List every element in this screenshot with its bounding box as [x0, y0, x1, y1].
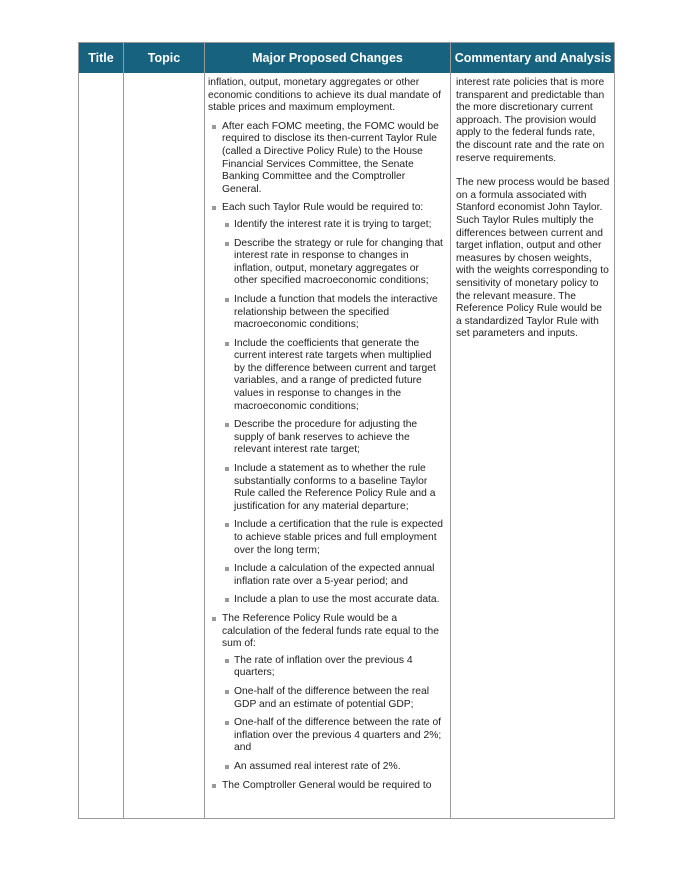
major-proposed-changes-cell	[208, 77, 444, 798]
column-divider	[450, 43, 451, 818]
reference-policy-rule-list	[222, 655, 444, 774]
square-bullet-icon	[225, 523, 229, 527]
commentary-paragraph: interest rate policies that is more transparent and predictable than the more discretionary current approach. The provision would apply to the federal funds rate, the discount rate and the rate on reserve requirements.	[456, 77, 605, 164]
sub-bullet: Describe the strategy or rule for changing that interest rate in response to changes in inflation, output, monetary aggregates or other specified macroeconomic conditions;	[222, 238, 444, 288]
table-header	[79, 43, 614, 73]
header-commentary-and-analysis: Commentary and Analysis	[454, 51, 612, 65]
square-bullet-icon	[212, 206, 216, 210]
sub-bullet: One-half of the difference between the rate of inflation over the previous 4 quarters and 2%; and	[222, 717, 444, 755]
square-bullet-icon	[225, 423, 229, 427]
changes-intro: inflation, output, monetary aggregates or other economic conditions to achieve its dual mandate of stable prices and maximum employment.	[208, 77, 441, 114]
square-bullet-icon	[225, 598, 229, 602]
changes-bullet: After each FOMC meeting, the FOMC would be required to disclose its then-current Taylor Rule (called a Directive Policy Rule) to the House Financial Services Committee, the Senate Banking Committee and the Comptroller General.	[208, 121, 444, 197]
square-bullet-icon	[225, 690, 229, 694]
changes-bullet: The Comptroller General would be required to	[208, 780, 444, 793]
sub-bullet: Identify the interest rate it is trying to target;	[222, 219, 444, 232]
square-bullet-icon	[225, 223, 229, 227]
square-bullet-icon	[225, 467, 229, 471]
square-bullet-icon	[212, 125, 216, 129]
square-bullet-icon	[212, 617, 216, 621]
square-bullet-icon	[225, 298, 229, 302]
sub-bullet: Include a plan to use the most accurate data.	[222, 594, 444, 607]
square-bullet-icon	[225, 242, 229, 246]
header-title: Title	[88, 51, 114, 65]
header-topic: Topic	[147, 51, 181, 65]
sub-bullet: Include a calculation of the expected annual inflation rate over a 5-year period; and	[222, 563, 444, 588]
header-major-proposed-changes: Major Proposed Changes	[252, 51, 403, 65]
square-bullet-icon	[225, 342, 229, 346]
sub-bullet: Include the coefficients that generate the current interest rate targets when multiplied by the difference between current and target variables, and a range of predicted future values in response to changes in the macroeconomic conditions;	[222, 338, 444, 414]
commentary-cell	[456, 77, 610, 353]
column-divider	[204, 43, 205, 818]
sub-bullet: Include a certification that the rule is expected to achieve stable prices and full employment over the long term;	[222, 519, 444, 557]
sub-bullet: An assumed real interest rate of 2%.	[222, 761, 444, 774]
taylor-rule-requirements-list	[222, 219, 444, 607]
square-bullet-icon	[225, 721, 229, 725]
square-bullet-icon	[212, 784, 216, 788]
changes-bullet: The Reference Policy Rule would be a calculation of the federal funds rate equal to the sum of: The rate of inflation over the previous 4 quarters; One-half of the difference between the real GDP and an estimate of potential GDP; One-half of the difference between the rate of inflation over the previous 4 quarters and 2%; and An assumed real interest rate of 2%.	[208, 613, 444, 774]
column-divider	[123, 43, 124, 818]
square-bullet-icon	[225, 567, 229, 571]
sub-bullet: The rate of inflation over the previous 4 quarters;	[222, 655, 444, 680]
sub-bullet: One-half of the difference between the real GDP and an estimate of potential GDP;	[222, 686, 444, 711]
changes-bullet: Each such Taylor Rule would be required to: Identify the interest rate it is trying to target; Describe the strategy or rule for changing that interest rate in response to changes in inflation, output, monetary aggregates or other specified macroeconomic conditions; Include a function that models the interactive relationship between the specified macroeconomic conditions; Include the coefficients that generate the current interest rate targets when multiplied by the difference between current and target variables, and a range of predicted future values in response to changes in the macroeconomic conditions; Describe the procedure for adjusting the supply of bank reserves to achieve the relevant interest rate target; Include a statement as to whether the rule substantially conforms to a baseline Taylor Rule called the Reference Policy Rule and a justification for any material departure; Include a certification that the rule is expected to achieve stable prices and full employment over the long term; Include a calculation of the expected annual inflation rate over a 5-year period; and Include a plan to use the most accurate data.	[208, 202, 444, 607]
policy-table	[78, 42, 615, 819]
commentary-paragraph: The new process would be based on a formula associated with Stanford economist John Taylor. Such Taylor Rules multiply the differences between current and target inflation, output and other measures by chosen weights, with the weights corresponding to sensitivity of monetary policy to the relevant measure. The Reference Policy Rule would be a standardized Taylor Rule with set parameters and inputs.	[456, 177, 610, 340]
changes-bullet-list	[208, 121, 444, 792]
sub-bullet: Include a statement as to whether the rule substantially conforms to a baseline Taylor Rule called the Reference Policy Rule and a justification for any material departure;	[222, 463, 444, 513]
square-bullet-icon	[225, 765, 229, 769]
sub-bullet: Describe the procedure for adjusting the supply of bank reserves to achieve the relevant interest rate target;	[222, 419, 444, 457]
sub-bullet: Include a function that models the interactive relationship between the specified macroeconomic conditions;	[222, 294, 444, 332]
square-bullet-icon	[225, 659, 229, 663]
